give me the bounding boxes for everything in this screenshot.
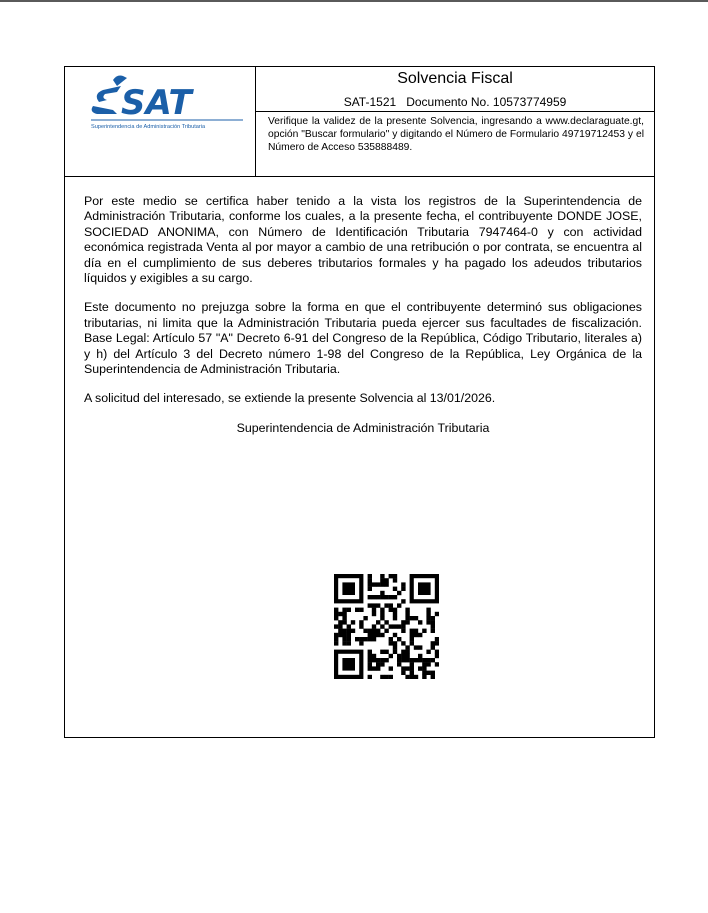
document-frame xyxy=(64,66,655,738)
verification-instructions: Verifique la validez de la presente Solvencia, ingresando a www.declaraguate.gt, opción "Buscar formulario" y digitando el Número de Formulario 4971971245​3 y el Número de Acceso 535888489. xyxy=(268,116,644,153)
svg-text:SAT: SAT xyxy=(121,83,192,123)
signature-line: Superintendencia de Administración Tributaria xyxy=(236,420,490,435)
document-body xyxy=(84,194,642,436)
document-number: Documento No. 10573774959 xyxy=(406,95,567,109)
qr-code-icon xyxy=(334,574,439,679)
sat-logo-icon xyxy=(87,72,247,132)
form-code: SAT-1521 xyxy=(343,95,397,109)
logo-cell xyxy=(65,67,256,176)
logo-subtitle: Superintendencia de Administración Tributaria xyxy=(91,124,206,130)
document-header xyxy=(65,67,654,177)
disclaimer-paragraph: Este documento no prejuzga sobre la forma en que el contribuyente determinó sus obligaciones tributarias, ni limita que la Administración Tributaria pueda ejercer sus facultades de fiscalización. Base Legal: Artículo 57 "A" Decreto 6-91 del Congreso de la República, Código Tributario, literales a) y h) del Artículo 3 del Decreto número 1-98 del Congreso de la República, Ley Orgánica de la Superintendencia de Administración Tributaria. xyxy=(84,300,642,377)
issuance-paragraph: A solicitud del interesado, se extiende la presente Solvencia al 13/01/2026. xyxy=(84,391,496,406)
certification-paragraph: Por este medio se certifica haber tenido a la vista los registros de la Superintendencia de Administración Tributaria, conforme los cuales, a la presente fecha, el contribuyente DONDE JOSE, SOCIEDAD ANONIMA, con Número de Identificación Tributaria 7947464-0 y con actividad económica registrada Venta al por mayor a cambio de una retribución o por contrata, se encuentra al día en el cumplimiento de sus deberes tributarios formales y ha pagado los adeudos tributarios líquidos y exigibles a su cargo. xyxy=(84,194,642,286)
document-title: Solvencia Fiscal xyxy=(397,70,513,87)
top-edge-line xyxy=(0,0,708,2)
document-number-line xyxy=(256,94,654,112)
